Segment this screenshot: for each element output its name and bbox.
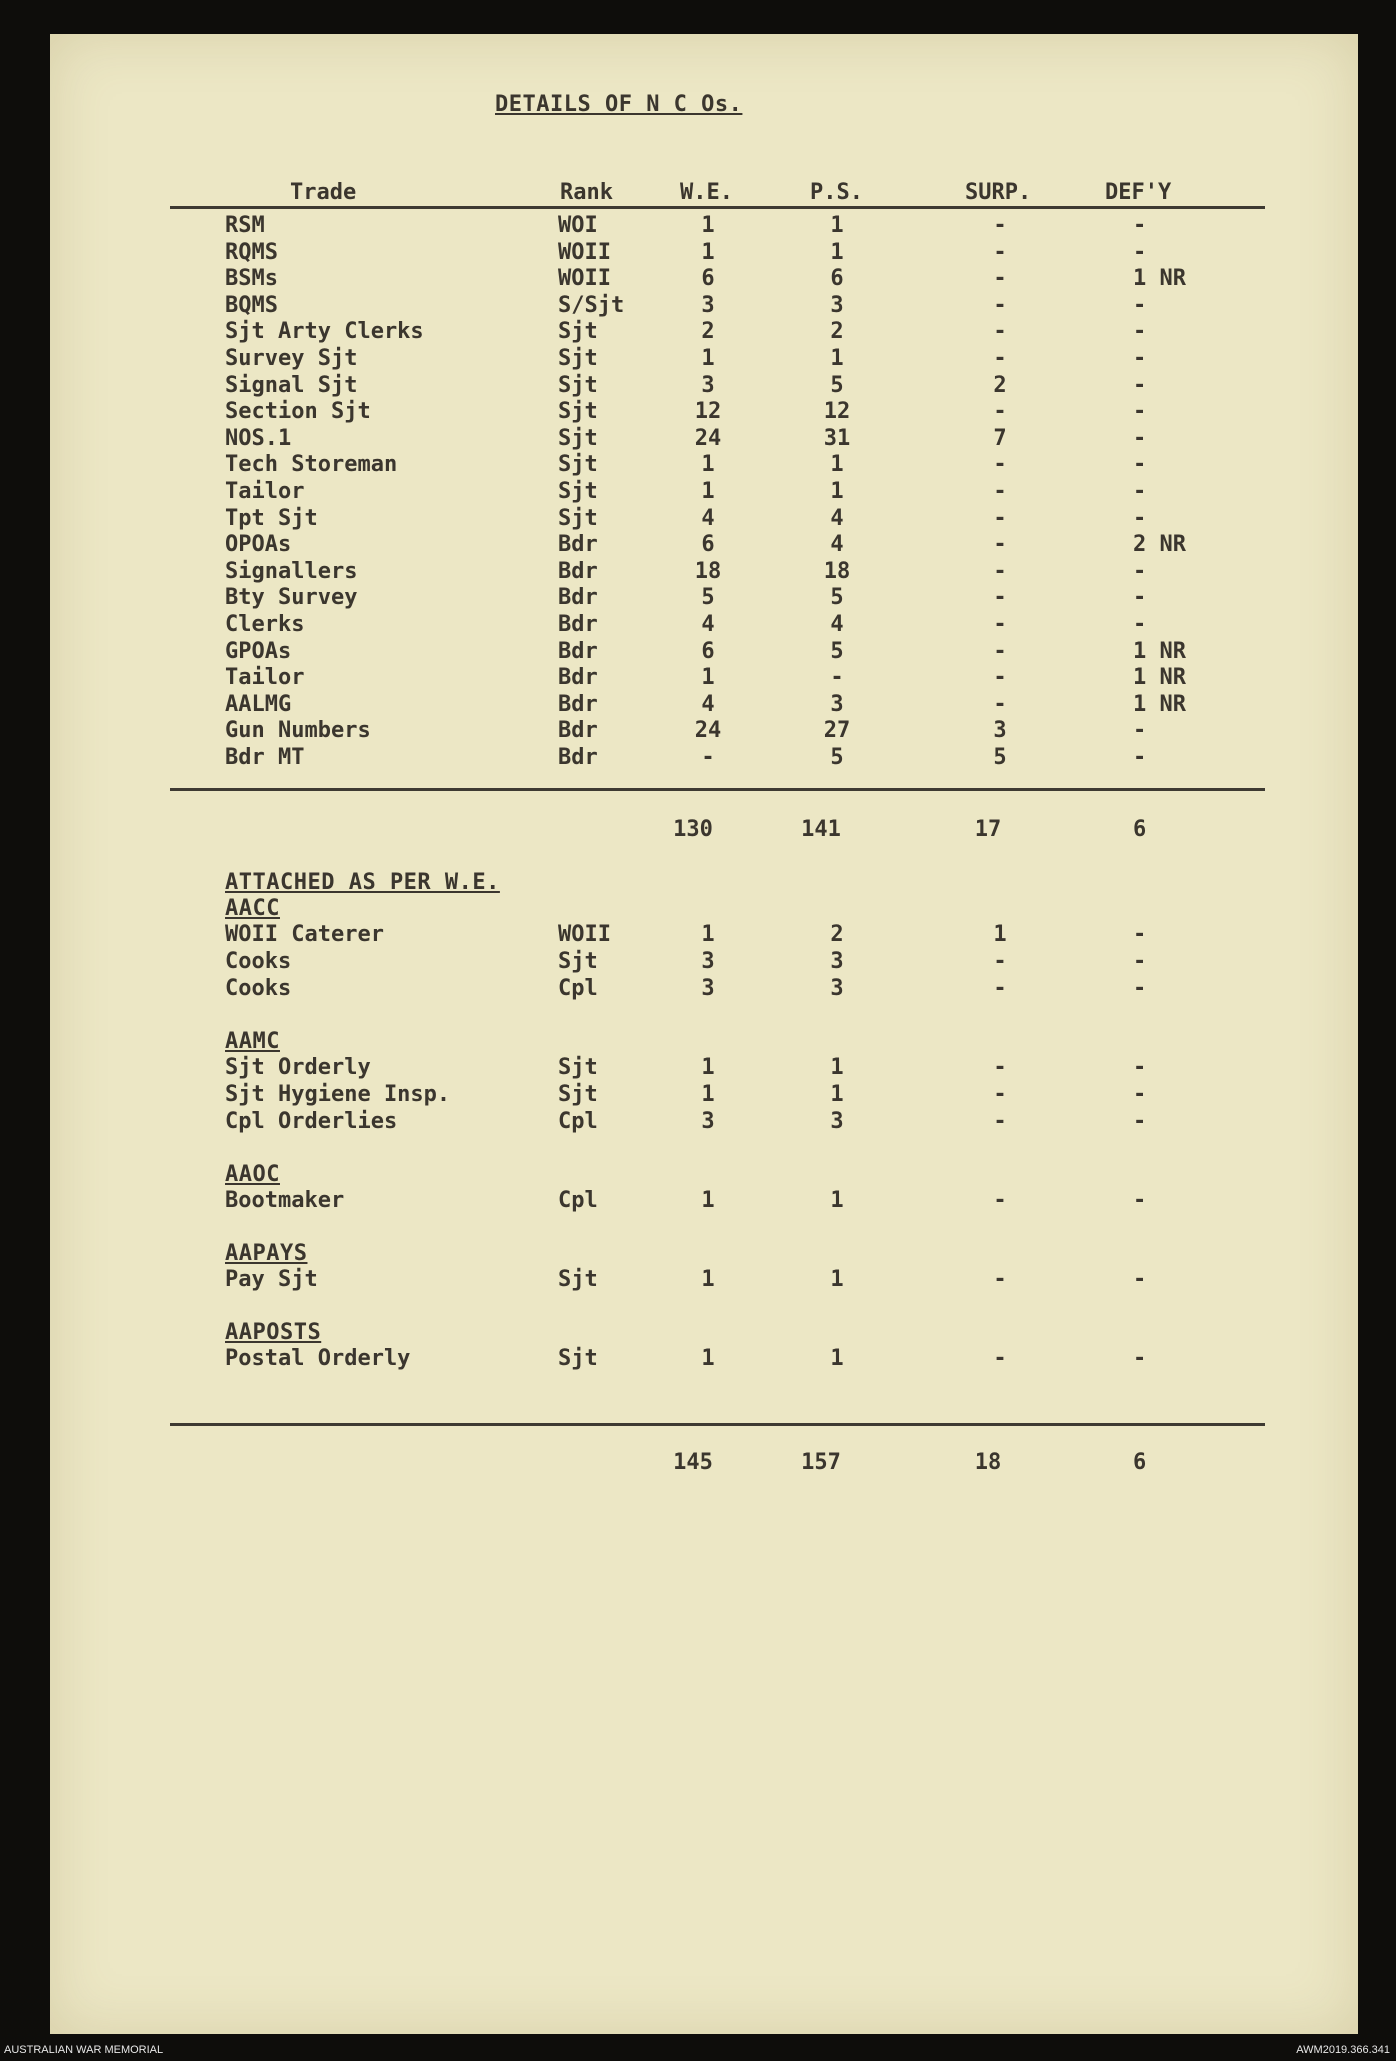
total-defy: 6	[1133, 1450, 1147, 1475]
table-row	[0, 745, 1308, 771]
cell-ps: 2	[830, 319, 844, 345]
cell-defy: -	[1133, 922, 1147, 947]
cell-we: 1	[701, 346, 715, 371]
cell-defy: -	[1133, 949, 1147, 974]
footer-right: AWM2019.366.341	[1296, 2044, 1390, 2056]
cell-trade: NOS.1	[225, 425, 292, 451]
cell-rank: S/Sjt	[558, 292, 625, 318]
total-surp: 18	[974, 1450, 1002, 1475]
subtotal-ps: 141	[801, 817, 841, 842]
cell-defy: -	[1133, 239, 1147, 265]
cell-defy: -	[1133, 505, 1147, 531]
cell-rank: Bdr	[558, 612, 598, 637]
subtotal-row	[0, 817, 1308, 843]
cell-defy: -	[1133, 1346, 1147, 1371]
cell-trade: WOII Caterer	[225, 922, 384, 947]
cell-defy: 1 NR	[1133, 266, 1186, 292]
cell-ps: 1	[830, 452, 844, 478]
cell-defy: -	[1133, 479, 1147, 504]
cell-surp: -	[993, 319, 1007, 345]
cell-trade: Bootmaker	[225, 1188, 345, 1213]
cell-defy: -	[1133, 319, 1147, 345]
cell-surp: 1	[993, 922, 1007, 947]
cell-trade: Signal Sjt	[225, 372, 358, 398]
cell-we: 6	[701, 266, 715, 292]
cell-ps: 3	[830, 949, 844, 974]
cell-rank: Sjt	[558, 1082, 598, 1107]
cell-defy: -	[1133, 612, 1147, 637]
table-row	[0, 293, 1308, 319]
document-title: DETAILS OF N C Os.	[495, 92, 743, 117]
cell-we: 4	[701, 691, 715, 717]
cell-surp: -	[993, 1055, 1007, 1080]
cell-surp: -	[993, 1346, 1007, 1371]
cell-ps: 31	[823, 425, 851, 451]
cell-we: 18	[694, 558, 722, 584]
cell-trade: Tech Storeman	[225, 452, 398, 478]
subtotal-we: 130	[673, 817, 713, 842]
table-row	[0, 692, 1308, 718]
cell-defy: -	[1133, 1082, 1147, 1107]
table-row	[0, 399, 1308, 425]
cell-we: 4	[701, 612, 715, 637]
cell-defy: -	[1133, 976, 1147, 1001]
cell-defy: 2 NR	[1133, 532, 1186, 558]
header-defy: DEF'Y	[1105, 180, 1172, 205]
cell-trade: GPOAs	[225, 638, 292, 664]
cell-surp: -	[993, 505, 1007, 531]
cell-rank: Sjt	[558, 319, 598, 345]
cell-surp: -	[993, 213, 1007, 238]
table-row	[0, 665, 1308, 691]
cell-rank: WOII	[558, 922, 611, 947]
cell-ps: 5	[830, 638, 844, 664]
cell-surp: -	[993, 239, 1007, 265]
cell-we: 1	[701, 1267, 715, 1292]
cell-ps: 18	[823, 558, 851, 584]
cell-rank: Bdr	[558, 585, 598, 611]
cell-rank: Cpl	[558, 976, 598, 1001]
cell-trade: Tailor	[225, 665, 305, 691]
cell-trade: Tailor	[225, 479, 305, 504]
cell-defy: -	[1133, 452, 1147, 478]
cell-surp: -	[993, 691, 1007, 717]
header-surp: SURP.	[965, 180, 1032, 205]
cell-we: -	[701, 745, 715, 770]
cell-defy: -	[1133, 745, 1147, 770]
cell-surp: -	[993, 1109, 1007, 1134]
cell-trade: Bty Survey	[225, 585, 358, 611]
group-heading: AAMC	[225, 1029, 280, 1054]
table-row	[0, 559, 1308, 585]
cell-ps: 4	[830, 612, 844, 637]
cell-rank: Sjt	[558, 1267, 598, 1292]
cell-we: 12	[694, 399, 722, 425]
cell-trade: RSM	[225, 213, 265, 238]
cell-rank: WOI	[558, 213, 598, 238]
table-row	[0, 373, 1308, 399]
cell-defy: -	[1133, 346, 1147, 371]
cell-rank: Bdr	[558, 532, 598, 558]
cell-ps: 3	[830, 1109, 844, 1134]
cell-rank: Cpl	[558, 1109, 598, 1134]
cell-surp: -	[993, 452, 1007, 478]
cell-we: 1	[701, 213, 715, 238]
cell-surp: -	[993, 532, 1007, 558]
cell-defy: -	[1133, 213, 1147, 238]
cell-trade: AALMG	[225, 691, 292, 717]
cell-we: 1	[701, 479, 715, 504]
cell-trade: Bdr MT	[225, 745, 305, 770]
cell-we: 5	[701, 585, 715, 611]
cell-rank: Bdr	[558, 638, 598, 664]
cell-trade: Clerks	[225, 612, 305, 637]
cell-we: 24	[694, 425, 722, 451]
table-row	[0, 922, 1308, 948]
footer-left: AUSTRALIAN WAR MEMORIAL	[4, 2044, 164, 2056]
cell-trade: Cooks	[225, 976, 292, 1001]
cell-rank: Bdr	[558, 745, 598, 770]
cell-trade: Cpl Orderlies	[225, 1109, 398, 1134]
table-row	[0, 718, 1308, 744]
group-heading: AAPOSTS	[225, 1320, 322, 1345]
table-row	[0, 452, 1308, 478]
cell-we: 3	[701, 949, 715, 974]
cell-ps: 3	[830, 292, 844, 318]
cell-defy: -	[1133, 399, 1147, 425]
cell-surp: -	[993, 638, 1007, 664]
cell-rank: Bdr	[558, 665, 598, 691]
header-rank: Rank	[560, 180, 613, 205]
cell-ps: 1	[830, 239, 844, 265]
cell-trade: RQMS	[225, 239, 278, 265]
cell-defy: 1 NR	[1133, 665, 1186, 691]
cell-ps: 5	[830, 585, 844, 611]
cell-surp: -	[993, 558, 1007, 584]
header-rule	[170, 206, 1265, 209]
cell-defy: -	[1133, 1055, 1147, 1080]
cell-rank: WOII	[558, 266, 611, 292]
cell-defy: -	[1133, 425, 1147, 451]
cell-defy: -	[1133, 1267, 1147, 1292]
cell-rank: Sjt	[558, 372, 598, 398]
table-row	[0, 949, 1308, 975]
cell-ps: 3	[830, 976, 844, 1001]
cell-ps: 2	[830, 922, 844, 947]
table-row	[0, 426, 1308, 452]
cell-trade: Sjt Arty Clerks	[225, 319, 424, 345]
table-row	[0, 976, 1308, 1002]
header-trade: Trade	[290, 180, 357, 205]
cell-defy: 1 NR	[1133, 638, 1186, 664]
cell-surp: -	[993, 399, 1007, 425]
cell-surp: -	[993, 585, 1007, 611]
table-row	[0, 1082, 1308, 1108]
cell-trade: Pay Sjt	[225, 1267, 318, 1292]
cell-ps: -	[830, 665, 844, 691]
cell-ps: 6	[830, 266, 844, 292]
cell-rank: Sjt	[558, 949, 598, 974]
cell-rank: Sjt	[558, 452, 598, 478]
total-we: 145	[673, 1450, 713, 1475]
attached-heading: ATTACHED AS PER W.E.	[225, 870, 500, 895]
subtotal-surp: 17	[974, 817, 1002, 842]
cell-ps: 3	[830, 691, 844, 717]
cell-trade: Gun Numbers	[225, 718, 371, 744]
header-ps: P.S.	[810, 180, 863, 205]
cell-ps: 4	[830, 505, 844, 531]
table-row	[0, 585, 1308, 611]
subtotal-defy: 6	[1133, 817, 1147, 842]
cell-ps: 1	[830, 1188, 844, 1213]
table-header	[0, 180, 1308, 206]
cell-defy: -	[1133, 292, 1147, 318]
cell-rank: Sjt	[558, 1055, 598, 1080]
cell-trade: Sjt Hygiene Insp.	[225, 1082, 451, 1107]
cell-surp: -	[993, 479, 1007, 504]
cell-ps: 5	[830, 372, 844, 398]
cell-surp: -	[993, 949, 1007, 974]
header-we: W.E.	[680, 180, 733, 205]
table-row	[0, 1188, 1308, 1214]
cell-rank: Bdr	[558, 691, 598, 717]
cell-trade: OPOAs	[225, 532, 292, 558]
cell-rank: Sjt	[558, 1346, 598, 1371]
cell-rank: Sjt	[558, 346, 598, 371]
cell-trade: Survey Sjt	[225, 346, 358, 371]
table-row	[0, 1267, 1308, 1293]
cell-we: 1	[701, 922, 715, 947]
cell-surp: -	[993, 266, 1007, 292]
total-rule	[170, 1423, 1265, 1426]
cell-surp: -	[993, 1082, 1007, 1107]
cell-surp: 7	[993, 425, 1007, 451]
cell-defy: -	[1133, 372, 1147, 398]
cell-surp: -	[993, 1267, 1007, 1292]
cell-surp: -	[993, 346, 1007, 371]
table-row	[0, 506, 1308, 532]
cell-ps: 27	[823, 718, 851, 744]
table-row	[0, 346, 1308, 372]
group-heading: AAOC	[225, 1162, 280, 1187]
cell-surp: -	[993, 1188, 1007, 1213]
cell-ps: 4	[830, 532, 844, 558]
cell-we: 1	[701, 665, 715, 691]
cell-defy: -	[1133, 585, 1147, 611]
cell-surp: 5	[993, 745, 1007, 770]
total-row	[0, 1450, 1308, 1476]
cell-ps: 1	[830, 213, 844, 238]
table-row	[0, 319, 1308, 345]
cell-rank: Sjt	[558, 479, 598, 504]
cell-trade: Section Sjt	[225, 399, 371, 425]
cell-ps: 1	[830, 346, 844, 371]
cell-we: 3	[701, 292, 715, 318]
cell-ps: 12	[823, 399, 851, 425]
table-row	[0, 1346, 1308, 1372]
cell-ps: 1	[830, 1267, 844, 1292]
cell-surp: -	[993, 612, 1007, 637]
cell-trade: Cooks	[225, 949, 292, 974]
cell-ps: 1	[830, 479, 844, 504]
cell-trade: Signallers	[225, 558, 358, 584]
cell-we: 3	[701, 1109, 715, 1134]
table-row	[0, 612, 1308, 638]
cell-rank: Cpl	[558, 1188, 598, 1213]
cell-defy: -	[1133, 718, 1147, 744]
cell-trade: BQMS	[225, 292, 278, 318]
cell-trade: Postal Orderly	[225, 1346, 411, 1371]
cell-we: 1	[701, 452, 715, 478]
cell-ps: 1	[830, 1082, 844, 1107]
cell-trade: Sjt Orderly	[225, 1055, 371, 1080]
cell-we: 1	[701, 1188, 715, 1213]
cell-rank: Sjt	[558, 505, 598, 531]
cell-rank: WOII	[558, 239, 611, 265]
cell-surp: 3	[993, 718, 1007, 744]
subtotal-rule	[170, 788, 1265, 791]
cell-surp: -	[993, 665, 1007, 691]
table-row	[0, 532, 1308, 558]
cell-we: 1	[701, 1082, 715, 1107]
cell-ps: 5	[830, 745, 844, 770]
cell-surp: 2	[993, 372, 1007, 398]
cell-defy: -	[1133, 1188, 1147, 1213]
cell-we: 6	[701, 638, 715, 664]
cell-ps: 1	[830, 1346, 844, 1371]
table-row	[0, 1055, 1308, 1081]
table-row	[0, 1109, 1308, 1135]
cell-we: 1	[701, 239, 715, 265]
cell-we: 24	[694, 718, 722, 744]
cell-we: 3	[701, 976, 715, 1001]
table-row	[0, 639, 1308, 665]
cell-defy: -	[1133, 558, 1147, 584]
cell-defy: 1 NR	[1133, 691, 1186, 717]
table-row	[0, 479, 1308, 505]
table-row	[0, 213, 1308, 239]
cell-we: 2	[701, 319, 715, 345]
total-ps: 157	[801, 1450, 841, 1475]
cell-we: 1	[701, 1055, 715, 1080]
cell-ps: 1	[830, 1055, 844, 1080]
cell-we: 6	[701, 532, 715, 558]
cell-trade: BSMs	[225, 266, 278, 292]
cell-we: 1	[701, 1346, 715, 1371]
cell-surp: -	[993, 292, 1007, 318]
cell-we: 4	[701, 505, 715, 531]
group-heading: AAPAYS	[225, 1241, 308, 1266]
cell-rank: Bdr	[558, 718, 598, 744]
table-row	[0, 266, 1308, 292]
cell-surp: -	[993, 976, 1007, 1001]
table-row	[0, 240, 1308, 266]
cell-we: 3	[701, 372, 715, 398]
cell-rank: Sjt	[558, 399, 598, 425]
group-heading: AACC	[225, 896, 280, 921]
cell-rank: Bdr	[558, 558, 598, 584]
cell-rank: Sjt	[558, 425, 598, 451]
cell-defy: -	[1133, 1109, 1147, 1134]
cell-trade: Tpt Sjt	[225, 505, 318, 531]
